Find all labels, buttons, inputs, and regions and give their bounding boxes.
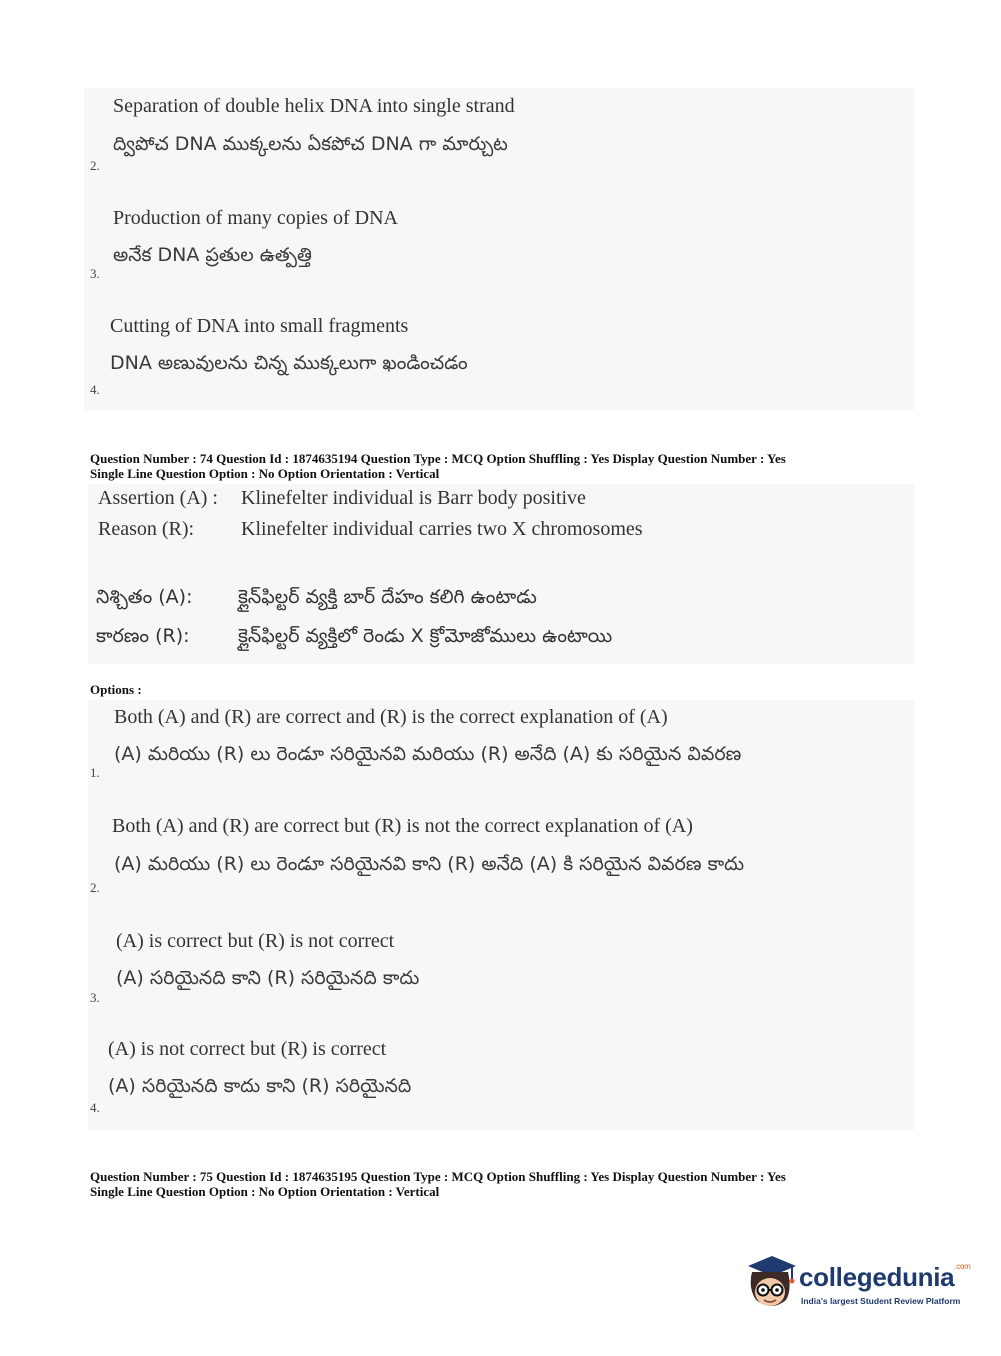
- assertion-text: Klinefelter individual is Barr body positive: [241, 487, 586, 509]
- collegedunia-logo[interactable]: [742, 1248, 972, 1323]
- assertion-text-telugu: క్లైన్‌ఫిల్టర్ వ్యక్తి బార్ దేహం కలిగి ఉంటాడు: [238, 586, 537, 608]
- q73-option-4-english: Cutting of DNA into small fragments: [110, 315, 409, 337]
- q75-meta-line-2: Single Line Question Option : No Option Orientation : Vertical: [90, 1184, 440, 1199]
- logo-tagline: India's largest Student Review Platform: [801, 1296, 961, 1306]
- q74-meta-line-2: Single Line Question Option : No Option Orientation : Vertical: [90, 466, 440, 481]
- q74-option-1-telugu: (A) మరియు (R) లు రెండూ సరియైనవి మరియు (R) అనేది (A) కు సరియైన వివరణ: [114, 743, 742, 765]
- q74-option-2-number: 2.: [90, 880, 100, 895]
- q75-meta-line-1: Question Number : 75 Question Id : 1874635195 Question Type : MCQ Option Shuffling : Yes Display Question Number : Yes: [90, 1169, 786, 1184]
- assertion-label-telugu: నిశ్చితం (A):: [96, 586, 193, 608]
- q73-option-4-number: 4.: [90, 382, 100, 397]
- q73-option-3-english: Production of many copies of DNA: [113, 207, 398, 229]
- q74-option-3-telugu: (A) సరియైనది కాని (R) సరియైనది కాదు: [116, 967, 420, 989]
- logo-wordmark: [799, 1262, 970, 1293]
- q74-assertion-row-telugu: [96, 586, 537, 613]
- mascot-icon: [742, 1248, 798, 1318]
- logo-name: collegedunia: [799, 1262, 955, 1292]
- q73-option-3-telugu: అనేక DNA ప్రతుల ఉత్పత్తి: [113, 244, 312, 266]
- q74-option-3-english: (A) is correct but (R) is not correct: [116, 930, 395, 952]
- q74-option-3-number: 3.: [90, 990, 100, 1005]
- reason-text: Klinefelter individual carries two X chromosomes: [241, 518, 643, 540]
- assertion-label: Assertion (A) :: [98, 487, 218, 509]
- q74-option-1-english: Both (A) and (R) are correct and (R) is the correct explanation of (A): [114, 706, 668, 728]
- q73-option-2-number: 2.: [90, 158, 100, 173]
- q74-option-1-number: 1.: [90, 765, 100, 780]
- q74-option-4-english: (A) is not correct but (R) is correct: [108, 1038, 387, 1060]
- reason-text-telugu: క్లైన్‌ఫిల్టర్ వ్యక్తిలో రెండు X క్రోమోజోములు ఉంటాయి: [238, 625, 613, 647]
- q74-reason-row: [98, 518, 643, 541]
- q74-option-4-number: 4.: [90, 1100, 100, 1115]
- q74-option-4-telugu: (A) సరియైనది కాదు కాని (R) సరియైనది: [108, 1075, 412, 1097]
- reason-label-telugu: కారణం (R):: [96, 625, 190, 647]
- reason-label: Reason (R):: [98, 518, 195, 540]
- q74-option-2-english: Both (A) and (R) are correct but (R) is not the correct explanation of (A): [112, 815, 693, 837]
- logo-suffix: .com: [954, 1262, 971, 1271]
- q73-option-4-telugu: DNA అణువులను చిన్న ముక్కలుగా ఖండించడం: [110, 352, 468, 374]
- q74-reason-row-telugu: [96, 625, 612, 652]
- q74-options-label: Options :: [90, 682, 142, 697]
- q73-option-2-telugu: ద్విపోచ DNA ముక్కలను ఏకపోచ DNA గా మార్చుట: [113, 133, 508, 155]
- q74-assertion-row: [98, 487, 586, 510]
- q73-option-2-english: Separation of double helix DNA into single strand: [113, 95, 515, 117]
- q73-option-3-number: 3.: [90, 266, 100, 281]
- q74-meta-line-1: Question Number : 74 Question Id : 1874635194 Question Type : MCQ Option Shuffling : Yes Display Question Number : Yes: [90, 451, 786, 466]
- q74-option-2-telugu: (A) మరియు (R) లు రెండూ సరియైనవి కాని (R) అనేది (A) కి సరియైన వివరణ కాదు: [114, 853, 745, 875]
